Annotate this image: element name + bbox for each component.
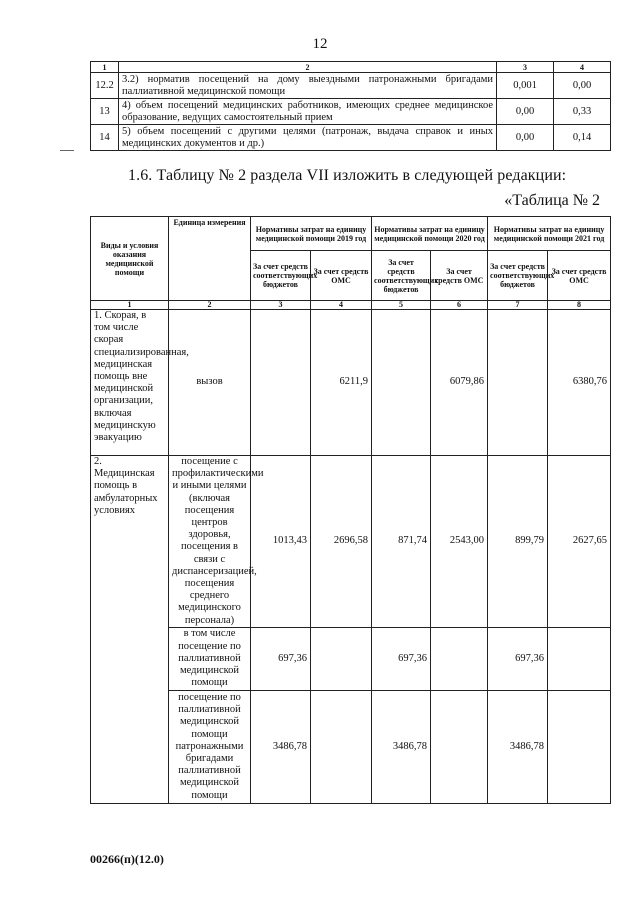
table-caption: «Таблица № 2 [504,192,600,209]
cell-budget-2020: 697,36 [372,627,431,690]
cell-budget-2020: 3486,78 [372,690,431,803]
col-number: 7 [488,301,548,310]
cell-budget-2021: 697,36 [488,627,548,690]
col-number: 4 [311,301,372,310]
cell-oms-2020: 6079,86 [431,310,488,456]
row-value-2: 0,33 [554,99,611,125]
header-col-1: 1 [91,62,119,73]
table-row [91,125,611,151]
row-value-1: 0,001 [497,73,554,99]
table-row [91,73,611,99]
col-number: 8 [548,301,611,310]
cell-budget-2021 [488,310,548,456]
row-unit: в том числе посещение по паллиативной медицинской помощи [169,627,251,690]
pencil-mark [60,150,74,151]
table-row [91,627,611,690]
continuation-table-header [91,62,611,73]
row-number: 14 [91,125,119,151]
row-value-1: 0,00 [497,99,554,125]
cell-oms-2020 [431,627,488,690]
table-row [91,310,611,456]
col-number: 3 [251,301,311,310]
cell-budget-2020 [372,310,431,456]
header-kinds: Виды и условия оказания медицинской помощи [91,217,169,301]
row-value-1: 0,00 [497,125,554,151]
col-number: 2 [169,301,251,310]
row-number: 12.2 [91,73,119,99]
row-description: 4) объем посещений медицинских работников, имеющих среднее медицинское образование, ведущих самостоятельный прием [119,99,497,125]
normative-cost-table [90,216,611,804]
cell-budget-2021: 899,79 [488,456,548,628]
header-budget-2021: За счет средств соответствующих бюджетов [488,251,548,301]
table-row [91,690,611,803]
header-oms-2021: За счет средств ОМС [548,251,611,301]
header-year-2021: Нормативы затрат на единицу медицинской помощи 2021 год [488,217,611,251]
row-description: 3.2) норматив посещений на дому выездными патронажными бригадами паллиативной медицинской помощи [119,73,497,99]
cell-oms-2021 [548,690,611,803]
cell-budget-2019: 3486,78 [251,690,311,803]
cell-budget-2019: 1013,43 [251,456,311,628]
row-unit: посещение по паллиативной медицинской помощи патронажными бригадами паллиативной медицинской помощи [169,690,251,803]
header-col-3: 3 [497,62,554,73]
column-number-row [91,301,611,310]
table-row [91,456,611,628]
header-unit: Единица измерения [169,217,251,301]
col-number: 1 [91,301,169,310]
cell-oms-2019: 2696,58 [311,456,372,628]
row-description: 5) объем посещений с другими целями (патронаж, выдача справок и иных медицинских документов и др.) [119,125,497,151]
row-value-2: 0,00 [554,73,611,99]
header-oms-2019: За счет средств ОМС [311,251,372,301]
cell-budget-2020: 871,74 [372,456,431,628]
table-row [91,99,611,125]
cell-oms-2021: 6380,76 [548,310,611,456]
cell-oms-2021 [548,627,611,690]
header-oms-2020: За счет средств ОМС [431,251,488,301]
row-kind: 2. Медицинская помощь в амбулаторных условиях [91,456,169,804]
cell-budget-2021: 3486,78 [488,690,548,803]
col-number: 5 [372,301,431,310]
cell-budget-2019 [251,310,311,456]
document-code: 00266(п)(12.0) [90,852,164,866]
row-unit: вызов [169,310,251,456]
row-number: 13 [91,99,119,125]
section-heading: 1.6. Таблицу № 2 раздела VII изложить в следующей редакции: [128,167,567,184]
col-number: 6 [431,301,488,310]
header-year-2020: Нормативы затрат на единицу медицинской помощи 2020 год [372,217,488,251]
row-kind: 1. Скорая, в том числе скорая специализированная, медицинская помощь вне медицинской организации, включая медицинскую эвакуацию [91,310,169,456]
row-value-2: 0,14 [554,125,611,151]
continuation-table [90,61,611,151]
cell-oms-2021: 2627,65 [548,456,611,628]
header-col-4: 4 [554,62,611,73]
cell-oms-2020: 2543,00 [431,456,488,628]
cell-oms-2020 [431,690,488,803]
header-row-years [91,217,611,251]
cell-budget-2019: 697,36 [251,627,311,690]
header-year-2019: Нормативы затрат на единицу медицинской помощи 2019 год [251,217,372,251]
header-col-2: 2 [119,62,497,73]
header-budget-2020: За счет средств соответствующих бюджетов [372,251,431,301]
row-unit: посещение с профилактическими и иными целями (включая посещения центров здоровья, посещения в связи с диспансеризацией, посещения среднего медицинского персонала) [169,456,251,628]
cell-oms-2019 [311,627,372,690]
cell-oms-2019 [311,690,372,803]
header-budget-2019: За счет средств соответствующих бюджетов [251,251,311,301]
page-number: 12 [312,36,328,52]
cell-oms-2019: 6211,9 [311,310,372,456]
